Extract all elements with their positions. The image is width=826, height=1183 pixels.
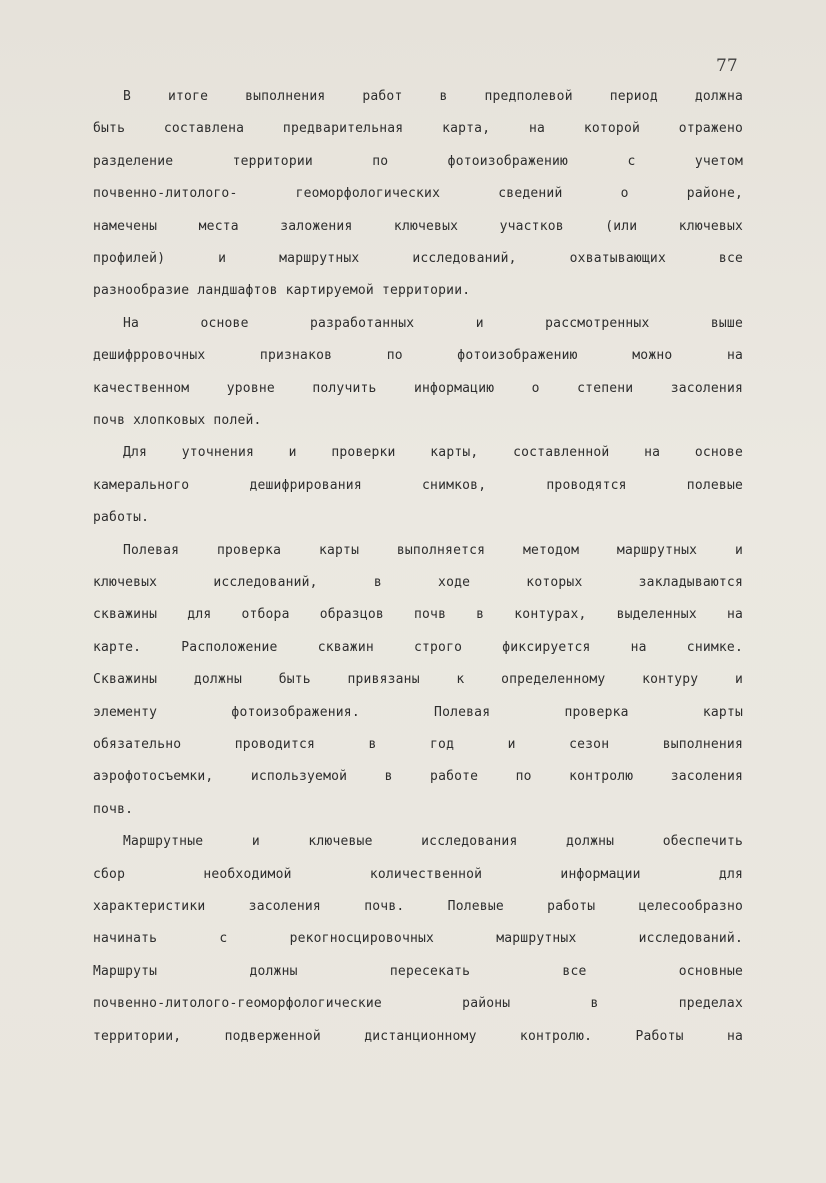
- text-line: характеристики засоления почв. Полевые работы целесообразно: [93, 899, 743, 914]
- text-line: разнообразие ландшафтов картируемой территории.: [93, 283, 471, 298]
- page-number: 77: [716, 56, 738, 76]
- text-line: Полевая проверка карты выполняется методом маршрутных и: [123, 543, 743, 558]
- text-line: камерального дешифрирования снимков, проводятся полевые: [93, 478, 743, 493]
- text-line: территории, подверженной дистанционному контролю. Работы на: [93, 1029, 743, 1044]
- text-line: На основе разработанных и рассмотренных выше: [123, 316, 743, 331]
- text-line: В итоге выполнения работ в предполевой период должна: [123, 89, 743, 104]
- text-line: скважины для отбора образцов почв в контурах, выделенных на: [93, 607, 743, 622]
- text-line: Маршрутные и ключевые исследования должны обеспечить: [123, 834, 743, 849]
- text-line: карте. Расположение скважин строго фиксируется на снимке.: [93, 640, 743, 655]
- text-line: почвенно-литолого-геоморфологические районы в пределах: [93, 996, 743, 1011]
- text-line: Для уточнения и проверки карты, составленной на основе: [123, 445, 743, 460]
- text-line: быть составлена предварительная карта, на которой отражено: [93, 121, 743, 136]
- text-line: профилей) и маршрутных исследований, охватывающих все: [93, 251, 743, 266]
- text-line: элементу фотоизображения. Полевая проверка карты: [93, 705, 743, 720]
- text-line: начинать с рекогносцировочных маршрутных исследований.: [93, 931, 743, 946]
- text-line: сбор необходимой количественной информации для: [93, 867, 743, 882]
- text-line: почв хлопковых полей.: [93, 413, 262, 428]
- text-line: аэрофотосъемки, используемой в работе по контролю засоления: [93, 769, 743, 784]
- text-line: Скважины должны быть привязаны к определенному контуру и: [93, 672, 743, 687]
- text-line: работы.: [93, 510, 150, 525]
- text-line: разделение территории по фотоизображению с учетом: [93, 154, 743, 169]
- text-line: почвенно-литолого- геоморфологических сведений о районе,: [93, 186, 743, 201]
- text-line: дешифрровочных признаков по фотоизображению можно на: [93, 348, 743, 363]
- text-line: ключевых исследований, в ходе которых закладываются: [93, 575, 743, 590]
- text-line: намечены места заложения ключевых участков (или ключевых: [93, 219, 743, 234]
- text-line: Маршруты должны пересекать все основные: [93, 964, 743, 979]
- text-line: качественном уровне получить информацию о степени засоления: [93, 381, 743, 396]
- text-line: почв.: [93, 802, 134, 817]
- text-line: обязательно проводится в год и сезон выполнения: [93, 737, 743, 752]
